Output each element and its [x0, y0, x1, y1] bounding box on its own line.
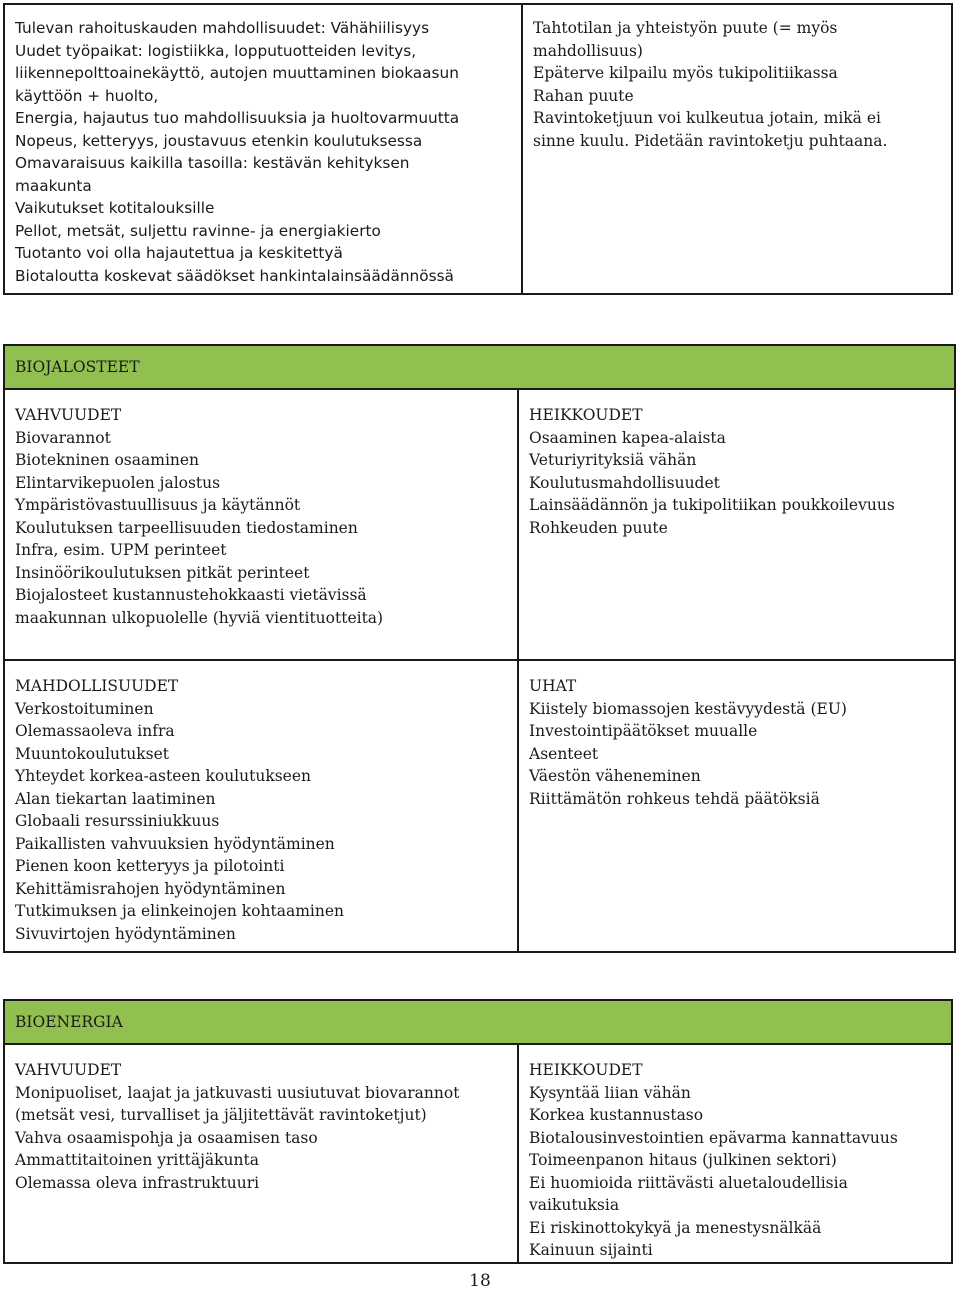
bioenergia-table [3, 999, 953, 1264]
list-item: maakunnan ulkopuolelle (hyviä vientituotteita) [15, 608, 384, 627]
list-item: Biotaloutta koskevat säädökset hankintalainsäädännössä [15, 266, 454, 285]
list-item: Verkostoituminen [15, 699, 154, 718]
list-item: Biotalousinvestointien epävarma kannattavuus [529, 1128, 898, 1147]
list-item: Ammattitaitoinen yrittäjäkunta [15, 1151, 259, 1169]
list-item: Nopeus, ketteryys, joustavuus etenkin koulutuksessa [15, 131, 423, 150]
bioenergia-vahvuudet-list [15, 1082, 509, 1195]
bioenergia-heikkoudet-cell [518, 1044, 952, 1263]
list-item: Kiistely biomassojen kestävyydestä (EU) [529, 699, 847, 718]
bioenergia-vahvuudet-cell [4, 1044, 518, 1263]
list-item: Korkea kustannustaso [529, 1106, 704, 1124]
list-item: Infra, esim. UPM perinteet [15, 541, 227, 559]
biojalosteet-mahdollisuudet-list [15, 698, 509, 946]
list-item: maakunta [15, 176, 92, 195]
list-item: Elintarvikepuolen jalostus [15, 473, 221, 492]
list-item: Väestön väheneminen [529, 767, 701, 785]
biojalosteet-header [4, 345, 955, 389]
list-item: Osaaminen kapea-alaista [529, 428, 726, 447]
bioenergia-header [4, 1000, 952, 1044]
list-item: Paikallisten vahvuuksien hyödyntäminen [15, 834, 335, 853]
list-item: Ympäristövastuullisuus ja käytännöt [15, 496, 301, 514]
list-item: Kehittämisrahojen hyödyntäminen [15, 879, 286, 898]
biojalosteet-heikkoudet-heading: HEIKKOUDET [529, 406, 643, 424]
list-item: Tahtotilan ja yhteistyön puute (= myös [533, 19, 838, 37]
intro-left-cell [4, 4, 522, 294]
bioenergia-title: BIOENERGIA [15, 1013, 123, 1031]
list-item: käyttöön + huolto, [15, 86, 159, 105]
list-item: Olemassa oleva infrastruktuuri [15, 1173, 260, 1192]
list-item: Koulutuksen tarpeellisuuden tiedostaminen [15, 518, 358, 537]
list-item: Ravintoketjuun voi kulkeutua jotain, mikä ei [533, 109, 881, 127]
biojalosteet-table [3, 344, 956, 953]
list-item: Tutkimuksen ja elinkeinojen kohtaaminen [15, 902, 344, 920]
biojalosteet-heikkoudet-cell [518, 389, 955, 660]
biojalosteet-vahvuudet-heading: VAHVUUDET [15, 406, 122, 424]
list-item: Alan tiekartan laatiminen [15, 789, 216, 808]
list-item: Lainsäädännön ja tukipolitiikan poukkoilevuus [529, 496, 895, 514]
list-item: Epäterve kilpailu myös tukipolitiikassa [533, 64, 838, 82]
list-item: Muuntokoulutukset [15, 744, 169, 763]
list-item: Biojalosteet kustannustehokkaasti vietävissä [15, 586, 367, 604]
list-item: Vahva osaamispohja ja osaamisen taso [15, 1128, 318, 1147]
list-item: Ei huomioida riittävästi aluetaloudellisia [529, 1173, 848, 1192]
bioenergia-heikkoudet-heading: HEIKKOUDET [529, 1061, 643, 1079]
biojalosteet-vahvuudet-cell [4, 389, 518, 660]
list-item: sinne kuulu. Pidetään ravintoketju puhtaana. [533, 131, 888, 150]
list-item: Energia, hajautus tuo mahdollisuuksia ja huoltovarmuutta [15, 109, 460, 127]
page-number: 18 [469, 1271, 491, 1291]
biojalosteet-uhat-heading: UHAT [529, 677, 577, 695]
list-item: Koulutusmahdollisuudet [529, 473, 720, 492]
list-item: Kainuun sijainti [529, 1241, 653, 1259]
biojalosteet-uhat-cell [518, 660, 955, 952]
intro-table [3, 3, 953, 295]
list-item: Investointipäätökset muualle [529, 722, 758, 740]
list-item: Biovarannot [15, 428, 111, 447]
list-item: Rohkeuden puute [529, 518, 668, 537]
list-item: Rahan puute [533, 86, 634, 105]
biojalosteet-vahvuudet-list [15, 427, 509, 630]
list-item: (metsät vesi, turvalliset ja jäljitettävät ravintoketjut) [15, 1106, 427, 1124]
list-item: Riittämätön rohkeus tehdä päätöksiä [529, 789, 820, 808]
list-item: mahdollisuus) [533, 41, 643, 60]
list-item: Olemassaoleva infra [15, 722, 175, 740]
list-item: vaikutuksia [529, 1196, 620, 1214]
biojalosteet-title: BIOJALOSTEET [15, 358, 140, 376]
list-item: Toimeenpanon hitaus (julkinen sektori) [529, 1151, 837, 1169]
list-item: Uudet työpaikat: logistiikka, lopputuotteiden levitys, [15, 41, 417, 60]
biojalosteet-heikkoudet-list [529, 427, 946, 540]
intro-left-list [15, 17, 513, 287]
list-item: Pellot, metsät, suljettu ravinne- ja energiakierto [15, 221, 381, 240]
list-item: Vaikutukset kotitalouksille [15, 199, 215, 217]
list-item: liikennepolttoainekäyttö, autojen muuttaminen biokaasun [15, 64, 459, 82]
intro-right-cell [522, 4, 952, 294]
list-item: Monipuoliset, laajat ja jatkuvasti uusiutuvat biovarannot [15, 1083, 460, 1102]
biojalosteet-mahdollisuudet-cell [4, 660, 518, 952]
bioenergia-heikkoudet-list [529, 1082, 943, 1262]
list-item: Insinöörikoulutuksen pitkät perinteet [15, 563, 310, 582]
list-item: Kysyntää liian vähän [529, 1083, 691, 1102]
list-item: Omavaraisuus kaikilla tasoilla: kestävän kehityksen [15, 154, 410, 172]
list-item: Sivuvirtojen hyödyntäminen [15, 924, 236, 943]
list-item: Tulevan rahoituskauden mahdollisuudet: Vähähiilisyys [15, 19, 430, 37]
biojalosteet-uhat-list [529, 698, 946, 811]
biojalosteet-mahdollisuudet-heading: MAHDOLLISUUDET [15, 677, 179, 695]
list-item: Globaali resurssiniukkuus [15, 812, 220, 830]
list-item: Biotekninen osaaminen [15, 451, 200, 469]
list-item: Veturiyrityksiä vähän [529, 451, 697, 469]
intro-right-list [533, 17, 943, 152]
bioenergia-vahvuudet-heading: VAHVUUDET [15, 1061, 122, 1079]
list-item: Pienen koon ketteryys ja pilotointi [15, 857, 285, 875]
list-item: Asenteet [529, 744, 599, 763]
list-item: Tuotanto voi olla hajautettua ja keskitettyä [15, 244, 343, 262]
list-item: Ei riskinottokykyä ja menestysnälkää [529, 1218, 822, 1237]
list-item: Yhteydet korkea-asteen koulutukseen [15, 767, 312, 785]
